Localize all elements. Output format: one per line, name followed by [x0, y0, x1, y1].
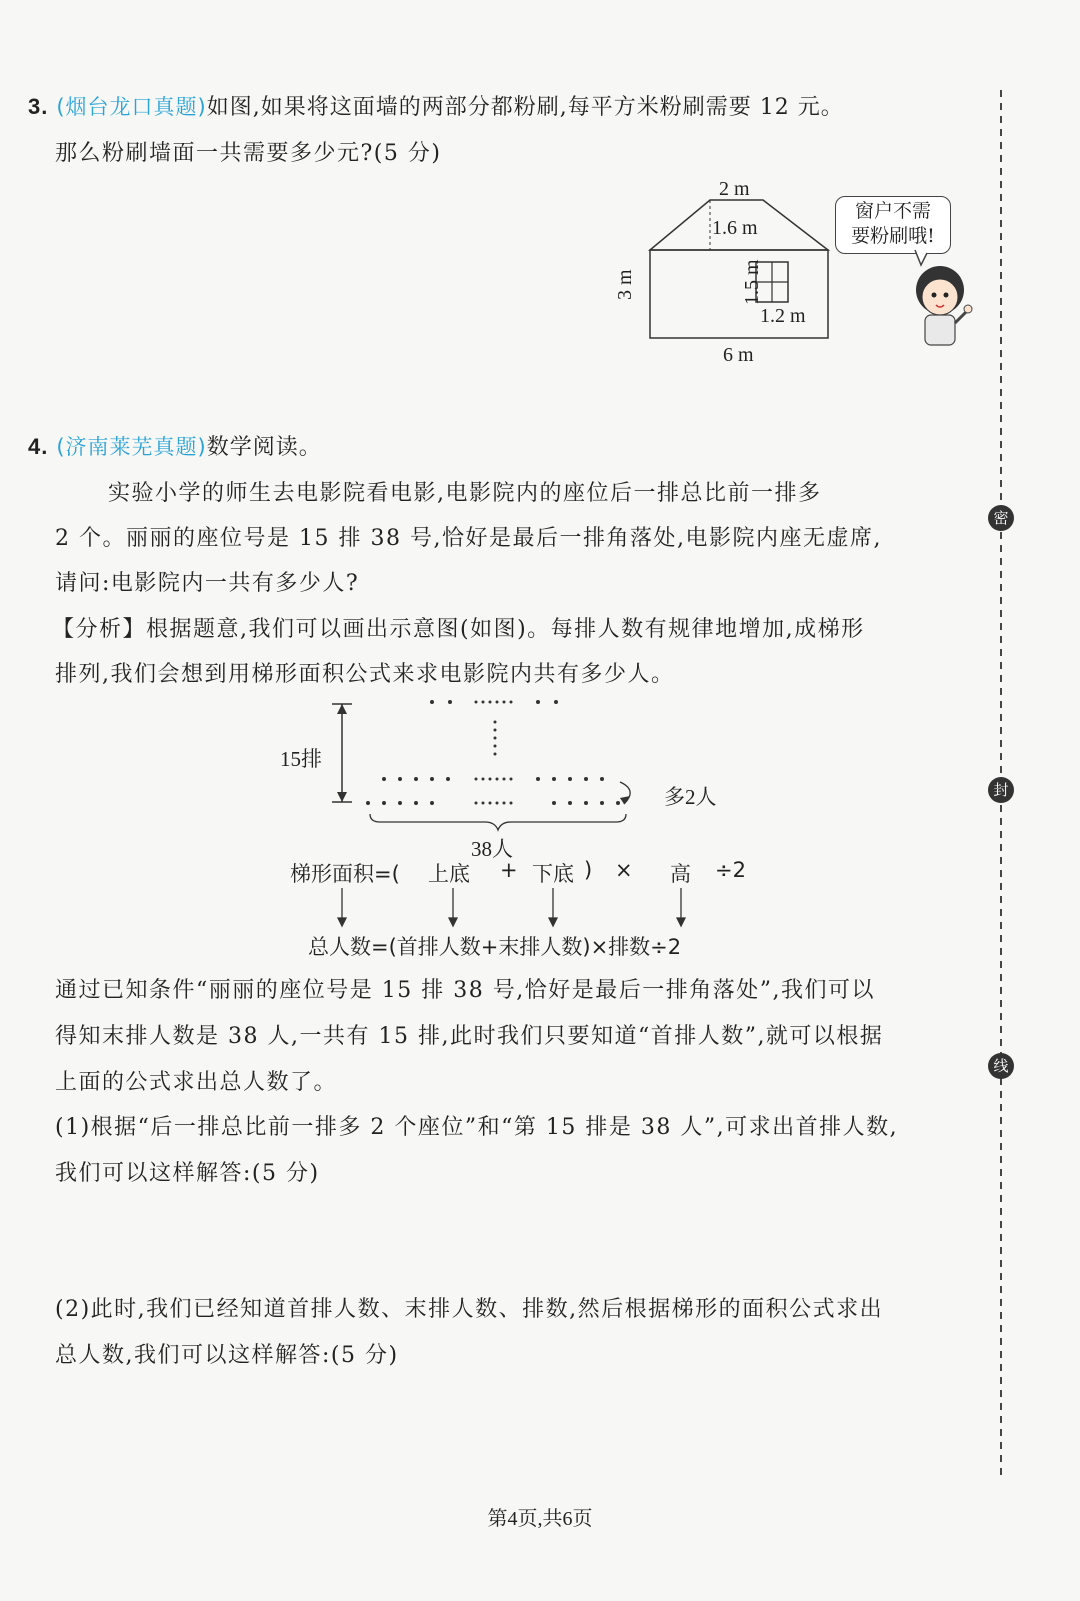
formula-lhs: 梯形面积=(	[290, 862, 400, 886]
q4-p1-line1: 实验小学的师生去电影院看电影,电影院内的座位后一排总比前一排多	[108, 481, 822, 506]
dim-wall-height: 3 m	[614, 269, 636, 300]
q4-p2-line3: 上面的公式求出总人数了。	[55, 1070, 338, 1095]
formula2: 总人数=(首排人数+末排人数)×排数÷2	[308, 935, 682, 959]
q4-title: 数学阅读。	[206, 435, 322, 460]
side-mark-feng: 封	[988, 777, 1014, 803]
rows-label: 15排	[280, 747, 322, 771]
q4-p2-line2: 得知末排人数是 38 人,一共有 15 排,此时我们只要知道“首排人数”,就可以根据	[55, 1024, 884, 1049]
page-footer: 第4页,共6页	[487, 1508, 593, 1530]
dim-window-height: 1.5 m	[741, 259, 763, 305]
q4-p1-line3: 请问:电影院内一共有多少人?	[55, 571, 360, 596]
q3-text-line2: 那么粉刷墙面一共需要多少元?(5 分)	[55, 141, 442, 166]
q4-sub2-line1: (2)此时,我们已经知道首排人数、末排人数、排数,然后根据梯形的面积公式求出	[55, 1297, 884, 1322]
side-mark-mi: 密	[988, 505, 1014, 531]
formula-lower: 下底	[532, 862, 574, 886]
q3-number: 3.	[28, 94, 49, 119]
formula-arrows	[330, 886, 700, 928]
formula-plus: +	[500, 858, 518, 882]
formula-div: ÷2	[715, 858, 746, 882]
q4-number: 4.	[28, 434, 49, 459]
q4-sub1-line1: (1)根据“后一排总比前一排多 2 个座位”和“第 15 排是 38 人”,可求出首排人数,	[55, 1115, 899, 1140]
side-mark-xian: 线	[988, 1053, 1014, 1079]
q4-sub1-line2: 我们可以这样解答:(5 分)	[55, 1161, 320, 1186]
q4-p2-line1: 通过已知条件“丽丽的座位号是 15 排 38 号,恰好是最后一排角落处”,我们可以	[55, 978, 875, 1003]
q4-analysis-line2: 排列,我们会想到用梯形面积公式来求电影院内共有多少人。	[55, 662, 675, 687]
girl-illustration-icon	[895, 245, 985, 355]
bubble-line2: 要粉刷哦!	[851, 225, 935, 247]
q4-sub2-answer-area[interactable]	[55, 1378, 975, 1478]
formula-height: 高	[670, 862, 691, 886]
bubble-line1: 窗户不需	[854, 200, 931, 222]
dim-roof-height: 1.6 m	[712, 217, 758, 239]
q4-sub2-line2: 总人数,我们可以这样解答:(5 分)	[55, 1343, 399, 1368]
q4-analysis-line1: 【分析】根据题意,我们可以画出示意图(如图)。每排人数有规律地增加,成梯形	[52, 617, 865, 642]
formula-upper: 上底	[428, 862, 470, 886]
q3-line1	[28, 90, 844, 121]
more-label: 多2人	[664, 785, 717, 809]
q4-p1-line2: 2 个。丽丽的座位号是 15 排 38 号,恰好是最后一排角落处,电影院内座无虚席,	[55, 526, 882, 551]
dim-top-width: 2 m	[719, 178, 750, 200]
q4-sub1-answer-area[interactable]	[55, 1195, 975, 1285]
count-label: 38人	[471, 837, 513, 861]
seat-diagram	[320, 690, 660, 840]
dim-bottom-width: 6 m	[723, 344, 754, 366]
q3-source: (烟台龙口真题)	[56, 95, 207, 119]
formula-close: )	[584, 858, 593, 882]
formula-times: ×	[615, 858, 633, 882]
q4-source: (济南莱芜真题)	[56, 435, 207, 459]
dim-window-width: 1.2 m	[760, 305, 806, 327]
q4-line1	[28, 430, 322, 461]
q3-text-line1: 如图,如果将这面墙的两部分都粉刷,每平方米粉刷需要 12 元。	[206, 95, 844, 120]
